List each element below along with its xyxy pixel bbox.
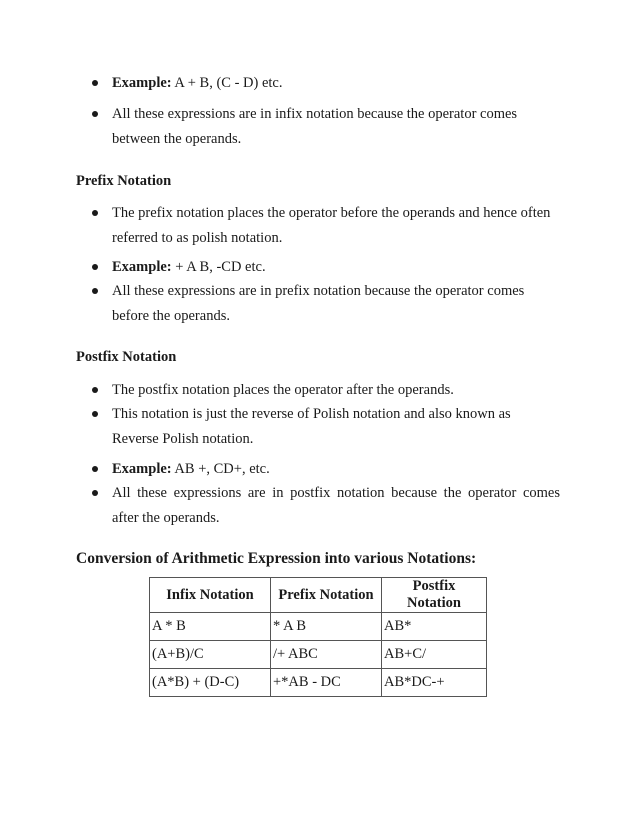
- bullet-icon: [92, 111, 98, 117]
- column-header: Postfix Notation: [382, 578, 487, 613]
- list-item: [112, 102, 532, 152]
- table-cell: AB*DC-+: [382, 669, 487, 697]
- table-row: [150, 669, 487, 697]
- column-header: Infix Notation: [150, 578, 271, 613]
- bullet-text: A + B, (C - D) etc.: [171, 75, 283, 91]
- list-item: [112, 201, 567, 251]
- bullet-icon: [92, 466, 98, 472]
- bullet-text: + A B, -CD etc.: [171, 259, 266, 275]
- list-item: [112, 457, 572, 482]
- bullet-icon: [92, 264, 98, 270]
- table-cell: +*AB - DC: [271, 669, 382, 697]
- list-item: [112, 402, 532, 452]
- bullet-text: The postfix notation places the operator after the operands.: [112, 382, 454, 398]
- bullet-icon: [92, 490, 98, 496]
- list-item: [112, 255, 572, 280]
- table-cell: /+ ABC: [271, 641, 382, 669]
- bullet-icon: [92, 80, 98, 86]
- bullet-label: Example:: [112, 259, 172, 275]
- table-cell: AB*: [382, 613, 487, 641]
- bullet-text: All these expressions are in infix notation because the operator comes between the operands.: [112, 106, 518, 147]
- table-cell: A * B: [150, 613, 271, 641]
- section-heading: Conversion of Arithmetic Expression into various Notations:: [76, 550, 477, 567]
- table-cell: * A B: [271, 613, 382, 641]
- bullet-text: All these expressions are in postfix notation because the operator comes after the operands.: [112, 485, 560, 526]
- bullet-icon: [92, 387, 98, 393]
- table-row: [150, 641, 487, 669]
- table-row: [150, 613, 487, 641]
- section-heading: Prefix Notation: [76, 173, 172, 189]
- bullet-icon: [92, 288, 98, 294]
- table-header-row: [150, 578, 487, 613]
- bullet-text: This notation is just the reverse of Polish notation and also known as Reverse Polish notation.: [112, 406, 511, 447]
- bullet-icon: [92, 210, 98, 216]
- table-cell: (A*B) + (D-C): [150, 669, 271, 697]
- bullet-text: AB +, CD+, etc.: [171, 461, 270, 477]
- list-item: [112, 378, 572, 403]
- table-cell: (A+B)/C: [150, 641, 271, 669]
- bullet-label: Example:: [112, 75, 172, 91]
- bullet-text: The prefix notation places the operator before the operands and hence often referred to as polish notation.: [112, 205, 551, 246]
- table-cell: AB+C/: [382, 641, 487, 669]
- bullet-label: Example:: [112, 461, 172, 477]
- list-item: [112, 481, 560, 531]
- list-item: [112, 71, 562, 96]
- list-item: [112, 279, 537, 329]
- bullet-text: All these expressions are in prefix notation because the operator comes before the operands.: [112, 283, 525, 324]
- bullet-icon: [92, 411, 98, 417]
- conversion-table: [149, 577, 487, 697]
- section-heading: Postfix Notation: [76, 349, 177, 365]
- column-header: Prefix Notation: [271, 578, 382, 613]
